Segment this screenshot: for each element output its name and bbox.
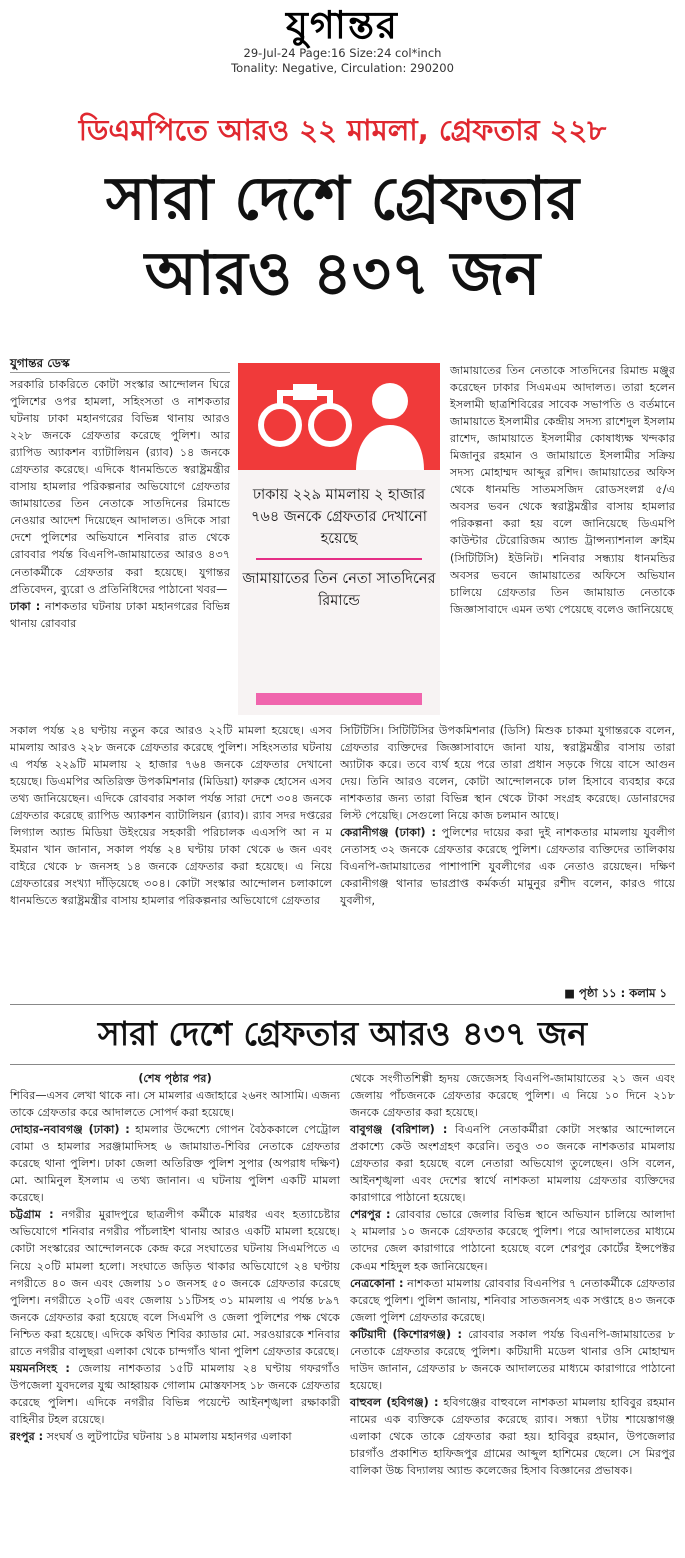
info-box-text2: জামায়াতের তিন নেতা সাতদিনের রিমান্ডে xyxy=(242,571,436,609)
person-silhouette-icon xyxy=(356,383,424,470)
ctg-text: নগরীর মুরাদপুরে ছাত্রলীগ কর্মীকে মারধর এবং হত্যাচেষ্টার অভিযোগে শনিবার নগরীর পাঁচলাইশ থানায় আরও একটি মামলা হয়েছে। কোটা সংস্কারের আন্দোলনকে কেন্দ্র করে সংঘাতের ঘটনায় সিএমপিতে এ নিয়ে ২০টি মামলা হলো। সংঘাতে জড়িত থাকার অভিযোগে ২৪ ঘণ্টায় নগরীতে ৪০ জন এবং জেলায় ১০ জনসহ ৫০ জনকে গ্রেফতার করেছে পুলিশ। নগরীতে ২০টি এবং জেলায় ১১টিসহ ৩১ মামলায় এ পর্যন্ত ৮৯৭ জনকে গ্রেফতার করা হয়েছে বলে সিএমপি ও জেলা পুলিশের পক্ষ থেকে নিশ্চিত করা হয়েছে। এদিকে কথিত শিবির ক্যাডার মো. সরওয়ারকে শনিবার রাতে নগরীর বালুছরা এলাকা থেকে চান্দগাঁও থানা পুলিশ গ্রেফতার করেছে। xyxy=(10,1208,340,1358)
headline-line2: আরও ৪৩৭ জন xyxy=(144,239,541,309)
info-box-text1: ঢাকায় ২২৯ মামলায় ২ হাজার ৭৬৪ জনকে গ্রেফতার দেখানো হয়েছে xyxy=(250,487,427,547)
clip-meta-line2: Tonality: Negative, Circulation: 290200 xyxy=(231,61,454,75)
info-box-divider xyxy=(256,558,422,560)
sherpur-paragraph xyxy=(350,1206,675,1274)
babuganj-text: বিএনপি নেতাকর্মীরা কোটা সংস্কার আন্দোলনে প্রকাশ্যে কেউ অংশগ্রহণ করেনি। তবুও ৩০ জনকে নাশকতার মামলায় গ্রেফতার করা হয়েছে বলে নেতারা অভিযোগ তুলেছেন। ওসি বলেন, আইনশৃঙ্খলা এবং দেশের স্বার্থে নাশকতা মামলায় গ্রেফতার ব্যক্তিদের কারাগারে পাঠানো হয়েছে। xyxy=(350,1123,676,1205)
mymensingh-paragraph xyxy=(10,1360,340,1428)
headline xyxy=(10,162,675,312)
wide-right-text: সিটিটিসি। সিটিটিসির উপকমিশনার (ডিসি) মিশুক চাকমা যুগান্তরকে বলেন, গ্রেফতার ব্যক্তিদের জিজ্ঞাসাবাদে জানা যায়, স্বরাষ্ট্রমন্ত্রীর বাসায় তারা অ্যাটাক করে। তবে ব্যর্থ হয়ে পরে তারা প্রধান সড়কে গিয়ে বাসে আগুন দেয়। তিনি আরও বলেন, কোটা আন্দোলনকে ঢাল হিসাবে ব্যবহার করে নাশকতার জন্য তারা বিভিন্ন স্থান থেকে টাকা সংগ্রহ করেছে। ডোনারদের লিস্ট পেয়েছি। সেগুলো নিয়ে কাজ চলমান আছে। xyxy=(340,724,675,823)
article-wide-right xyxy=(340,722,675,910)
katiadi-text: রোববার সকাল পর্যন্ত বিএনপি-জামায়াতের ৮ নেতাকে গ্রেফতার করেছে পুলিশ। কটিয়াদী মডেল থানার ওসি মোহাম্মদ দাউদ জানান, গ্রেফতার ৮ জনকে আদালতের মাধ্যমে কারাগারে পাঠানো হয়েছে। xyxy=(350,1327,675,1392)
info-box-body xyxy=(238,470,440,715)
babuganj-paragraph xyxy=(350,1121,675,1206)
katiadi-label: কটিয়াদী (কিশোরগঞ্জ) : xyxy=(350,1327,462,1341)
continuation-left-intro: শিবির—এসব লেখা থাকে না। সে মামলার এজাহারে ২৬নং আসামি। এজন্য তাকে গ্রেফতার করে আদালতে সোপর্দ করা হয়েছে। xyxy=(10,1089,340,1120)
dhaka-paragraph xyxy=(10,598,230,632)
sherpur-label: শেরপুর : xyxy=(350,1208,391,1222)
dohar-label: দোহার-নবাবগঞ্জ (ঢাকা) : xyxy=(10,1123,130,1137)
bahubal-paragraph xyxy=(350,1394,675,1479)
handcuffs-icon xyxy=(261,387,349,444)
continuation-from: (শেষ পৃষ্ঠার পর) xyxy=(138,1072,212,1085)
byline: যুগান্তর ডেস্ক xyxy=(10,356,70,370)
dhaka-label: ঢাকা : xyxy=(10,599,41,613)
keraniganj-text: পুলিশের দায়ের করা দুই নাশকতার মামলায় যুবলীগ নেতাসহ ৩২ জনকে গ্রেফতার করেছে পুলিশ। গ্রেফতার ব্যক্তিদের তালিকায় বিএনপি-জামায়াতের পাশাপাশি যুবলীগের এক নেতাও রয়েছেন। দক্ষিণ কেরানীগঞ্জ থানার ভারপ্রাপ্ত কর্মকর্তা মামুনুর রশীদ বলেন, কারও গায়ে যুবলীগ, xyxy=(340,826,676,908)
dohar-paragraph xyxy=(10,1121,340,1206)
ctg-paragraph xyxy=(10,1206,340,1359)
babuganj-label: বাবুগঞ্জ (বরিশাল) : xyxy=(350,1123,448,1137)
article-intro: সরকারি চাকরিতে কোটা সংস্কার আন্দোলন ঘিরে পুলিশের ওপর হামলা, সহিংসতা ও নাশকতার ঘটনায় ঢাকা মহানগরের বিভিন্ন থানায় আরও ২২৮ জনকে গ্রেফতার করেছে পুলিশ। আর র‌্যাপিড অ্যাকশন ব্যাটালিয়ন (র‌্যাব) ১৪ জনকে গ্রেফতার করেছে। এদিকে ধানমন্ডিতে স্বরাষ্ট্রমন্ত্রীর বাসায় হামলার পরিকল্পনার অভিযোগে গ্রেফতার জামায়াতের তিন নেতাকে সাতদিনের রিমান্ডে নেওয়ার আদেশ দিয়েছেন আদালত। ওদিকে সারা দেশে পুলিশের অভিযানে শনিবার রাত থেকে রোববার পর্যন্ত বিএনপি-জামায়াতের আরও ৪৩৭ নেতাকর্মীকে গ্রেফতার করা হয়েছে। যুগান্তর প্রতিবেদন, ব্যুরো ও প্রতিনিধিদের পাঠানো খবর— xyxy=(10,378,230,596)
kicker: ডিএমপিতে আরও ২২ মামলা, গ্রেফতার ২২৮ xyxy=(78,113,607,147)
article-wide-left xyxy=(10,722,332,910)
masthead xyxy=(0,4,685,76)
info-box-bar xyxy=(256,693,422,705)
dohar-text: হামলার উদ্দেশ্যে গোপন বৈঠককালে পেট্রোল বোমা ও হামলার সরঞ্জামাদিসহ ৬ জামায়াত-শিবির নেতাকে গ্রেফতার করেছে থানা পুলিশ। ঢাকা জেলা অতিরিক্ত পুলিশ সুপার (অপরাধ দক্ষিণ) মো. আমিনুল ইসলাম এ তথ্য জানান। এ ঘটনায় পুলিশ একটি মামলা করেছে। xyxy=(10,1123,341,1205)
netrokona-text: নাশকতা মামলায় রোববার বিএনপির ৭ নেতাকর্মীকে গ্রেফতার করেছে পুলিশ। পুলিশ জানায়, শনিবার সাতজনসহ এক সপ্তাহে ৪৩ জনকে জেলা পুলিশ গ্রেফতার করেছে। xyxy=(350,1276,675,1324)
continuation-title-rule xyxy=(10,1064,675,1065)
bahubal-label: বাহুবল (হবিগঞ্জ) : xyxy=(350,1395,439,1409)
katiadi-paragraph xyxy=(350,1326,675,1394)
mymensingh-text: জেলায় নাশকতার ১৫টি মামলায় ২৪ ঘণ্টায় গফরগাঁও উপজেলা যুবদলের যুগ্ম আহ্বায়ক গোলাম মোস্তফাসহ ১৮ জনকে গ্রেফতার করেছে পুলিশ। এদিকে নগরীর বিভিন্ন পয়েন্টে আইনশৃঙ্খলা রক্ষাকারী বাহিনীর টহল রয়েছে। xyxy=(10,1361,340,1426)
clip-meta-line1: 29-Jul-24 Page:16 Size:24 col*inch xyxy=(243,46,442,60)
rangpur-label: রংপুর : xyxy=(10,1429,44,1443)
right-col-text: জামায়াতের তিন নেতাকে সাতদিনের রিমান্ড মঞ্জুর করেছেন ঢাকার সিএমএম আদালত। তারা হলেন ইসলামী ছাত্রশিবিরের সাবেক সভাপতি ও বর্তমানে জামায়াতে ইসলামীর কেন্দ্রীয় সদস্য রাশেদুল ইসলাম রাশেদ, জামায়াতে ইসলামীর কোষাধ্যক্ষ খন্দকার মিজানুর রহমান ও জামায়াতে ইসলামীর সক্রিয় সদস্য মোহাম্মদ আব্দুর রশিদ। জামায়াতের অফিস থেকে ধানমন্ডি সাতমসজিদ রোডসংলগ্ন ৫/এ অবসর ভবন থেকে স্বরাষ্ট্রমন্ত্রীর বাসায় হামলার পরিকল্পনা করা হয় বলে জানিয়েছে ডিএমপি কাউন্টার টেরোরিজম অ্যান্ড ট্রান্সন্যাশনাল ক্রাইম (সিটিটিসি) ইউনিট। শনিবার সন্ধ্যায় ধানমন্ডির অবসর ভবনে জামায়াতের অফিসে অভিযান চালিয়ে গ্রেফতার তিন জামায়াত নেতাকে জিজ্ঞাসাবাদে এমন তথ্য পেয়েছে বলেও জানিয়েছে xyxy=(450,364,675,616)
article-col-left xyxy=(10,376,230,632)
byline-rule xyxy=(10,372,230,373)
article-col-right xyxy=(450,362,675,618)
info-box-graphic xyxy=(238,363,440,470)
ctg-label: চট্টগ্রাম : xyxy=(10,1208,54,1222)
netrokona-label: নেত্রকোনা : xyxy=(350,1276,404,1290)
wide-left-text: সকাল পর্যন্ত ২৪ ঘণ্টায় নতুন করে আরও ২২টি মামলা হয়েছে। এসব মামলায় আরও ২২৮ জনকে গ্রেফতার করেছে পুলিশ। সহিংসতার ঘটনায় এ পর্যন্ত ২২৯টি মামলায় ২ হাজার ৭৬৪ জনকে গ্রেফতার দেখানো হয়েছে। ডিএমপির অতিরিক্ত উপকমিশনার (মিডিয়া) ফারুক হোসেন এসব তথ্য জানিয়েছেন। এদিকে রোববার সকাল পর্যন্ত সারা দেশে ৩০৪ জনকে গ্রেফতার করেছে র‌্যাপিড অ্যাকশন ব্যাটালিয়ন (র‌্যাব)। র‌্যাব সদর দপ্তরের লিগ্যাল অ্যান্ড মিডিয়া উইংয়ের সহকারী পরিচালক এএসপি আ ন ম ইমরান খান জানান, সকাল পর্যন্ত ২৪ ঘণ্টায় ঢাকা থেকে ৬ জন এবং বাইরে থেকে ৮ জনসহ ১৪ জনকে গ্রেফতার করা হয়েছে। এ নিয়ে গ্রেফতারের সংখ্যা দাঁড়িয়েছে ৩০৪। কোটা সংস্কার আন্দোলন চলাকালে ধানমন্ডিতে স্বরাষ্ট্রমন্ত্রীর বাসায় হামলার পরিকল্পনার অভিযোগে গ্রেফতার xyxy=(10,724,332,908)
rangpur-text: সংঘর্ষ ও লুটপাটের ঘটনায় ১৪ মামলায় মহানগর এলাকা xyxy=(46,1429,292,1443)
rangpur-paragraph xyxy=(10,1428,340,1445)
netrokona-paragraph xyxy=(350,1275,675,1326)
keraniganj-paragraph xyxy=(340,824,675,909)
headline-line1: সারা দেশে গ্রেফতার xyxy=(105,164,580,234)
newspaper-logo: যুগান্তর xyxy=(286,2,399,47)
info-box-illustration xyxy=(238,363,440,470)
keraniganj-label: কেরানীগঞ্জ (ঢাকা) : xyxy=(340,826,436,840)
dhaka-lead: নাশকতার ঘটনায় ঢাকা মহানগরের বিভিন্ন থানায় রোববার xyxy=(10,599,231,630)
continuation-right-intro: থেকে সংগীতশিল্পী হৃদয় জেজেসহ বিএনপি-জামায়াতের ২১ জন এবং জেলায় পাঁচজনকে গ্রেফতার করেছে পুলিশ। এ নিয়ে ১০ দিনে ২১৮ জনকে গ্রেফতার করা হয়েছে। xyxy=(350,1072,675,1120)
sherpur-text: রোববার ভোরে জেলার বিভিন্ন স্থানে অভিযান চালিয়ে আলাদা ২ মামলার ১০ জনকে গ্রেফতার করেছে পুলিশ। পরে আদালতের মাধ্যমে তাদের জেল কারাগারে পাঠানো হয়েছে বলে শেরপুর কোর্টের ইন্সপেক্টর কেএম শহিদুল হক জানিয়েছেন। xyxy=(350,1208,675,1273)
continuation-col-left xyxy=(10,1070,340,1445)
clip-divider xyxy=(10,1004,675,1005)
info-box xyxy=(238,363,440,715)
bahubal-text: হবিগঞ্জের বাহুবলে নাশকতা মামলায় হাবিবুর রহমান নামের এক ব্যক্তিকে গ্রেফতার করেছে র‌্যাব। সন্ধ্যা ৭টায় শায়েস্তাগঞ্জ এলাকা থেকে তাকে গ্রেফতার করা হয়। হাবিবুর রহমান, উপজেলার চারগাঁও প্রকাশিত হাফিজপুর গ্রামের আব্দুল হাশিমের ছেলে। সে মিরপুর বালিকা উচ্চ বিদ্যালয় অ্যান্ড কলেজের হিসাব বিজ্ঞানের প্রভাষক। xyxy=(350,1395,675,1478)
continuation-col-right xyxy=(350,1070,675,1479)
page-reference: ■ পৃষ্ঠা ১১ : কলাম ১ xyxy=(564,986,667,1000)
continuation-title: সারা দেশে গ্রেফতার আরও ৪৩৭ জন xyxy=(97,1014,588,1053)
mymensingh-label: ময়মনসিংহ : xyxy=(10,1361,70,1375)
